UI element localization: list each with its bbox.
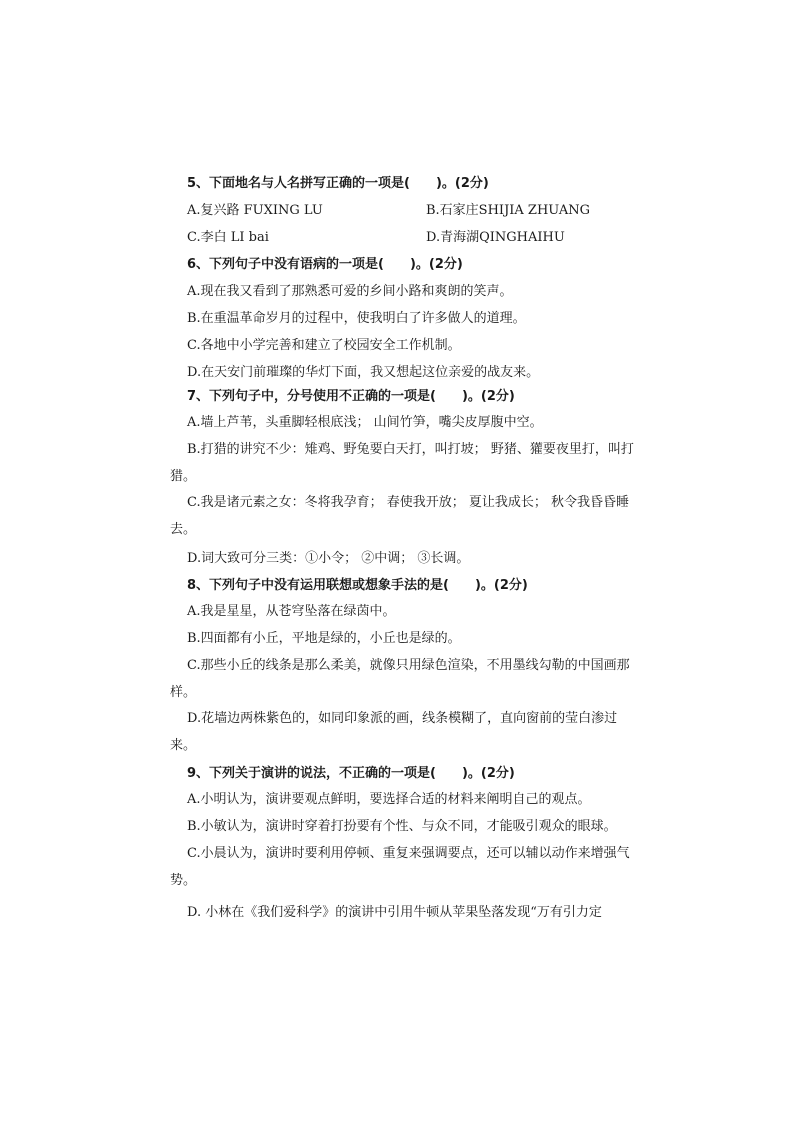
q6-option-d: D.在天安门前璀璨的华灯下面，我又想起这位亲爱的战友来。 xyxy=(187,365,540,380)
q9-option-d: D. 小林在《我们爱科学》的演讲中引用牛顿从苹果坠落发现“万有引力定 xyxy=(187,905,602,920)
q7-title: 7、下列句子中，分号使用不正确的一项是( )。(2分) xyxy=(187,389,515,404)
q8-option-d: D.花墙边两株紫色的，如同印象派的画，线条模糊了，直向窗前的莹白渗过来。 xyxy=(170,711,618,753)
q6-option-c: C.各地中小学完善和建立了校园安全工作机制。 xyxy=(187,338,461,353)
q5-option-a: A.复兴路 FUXING LU xyxy=(187,203,323,218)
q5-option-d: D.青海湖QINGHAIHU xyxy=(426,230,565,245)
q8-option-b: B.四面都有小丘，平地是绿的，小丘也是绿的。 xyxy=(187,631,461,646)
q5-option-b: B.石家庄SHIJIA ZHUANG xyxy=(426,203,591,218)
q5-title: 5、下面地名与人名拼写正确的一项是( )。(2分) xyxy=(187,176,489,191)
q7-option-a: A.墙上芦苇，头重脚轻根底浅； 山间竹笋，嘴尖皮厚腹中空。 xyxy=(187,415,543,430)
q8-option-a: A.我是星星，从苍穹坠落在绿茵中。 xyxy=(187,604,396,619)
q7-option-b: B.打猎的讲究不少：雉鸡、野兔要白天打，叫打坡； 野猪、獾要夜里打，叫打猎。 xyxy=(170,442,634,484)
q9-option-c: C.小晨认为，演讲时要利用停顿、重复来强调要点，还可以辅以动作来增强气势。 xyxy=(170,846,630,888)
q8-option-c: C.那些小丘的线条是那么柔美，就像只用绿色渲染，不用墨线勾勒的中国画那样。 xyxy=(170,658,630,700)
q6-option-a: A.现在我又看到了那熟悉可爱的乡间小路和爽朗的笑声。 xyxy=(187,284,513,299)
q6-option-b: B.在重温革命岁月的过程中，使我明白了许多做人的道理。 xyxy=(187,311,526,326)
q9-option-a: A.小明认为，演讲要观点鲜明，要选择合适的材料来阐明自己的观点。 xyxy=(187,792,591,807)
q5-option-c: C.李白 LI bai xyxy=(187,230,269,245)
q7-option-c: C.我是诸元素之女：冬将我孕育； 春使我开放； 夏让我成长； 秋令我昏昏睡去。 xyxy=(170,495,630,537)
q7-option-d: D.词大致可分三类：①小令； ②中调； ③长调。 xyxy=(187,551,470,566)
q9-title: 9、下列关于演讲的说法，不正确的一项是( )。(2分) xyxy=(187,766,515,781)
q6-title: 6、下列句子中没有语病的一项是( )。(2分) xyxy=(187,257,463,272)
q8-title: 8、下列句子中没有运用联想或想象手法的是( )。(2分) xyxy=(187,578,528,593)
q9-option-b: B.小敏认为，演讲时穿着打扮要有个性、与众不同，才能吸引观众的眼球。 xyxy=(187,819,617,834)
